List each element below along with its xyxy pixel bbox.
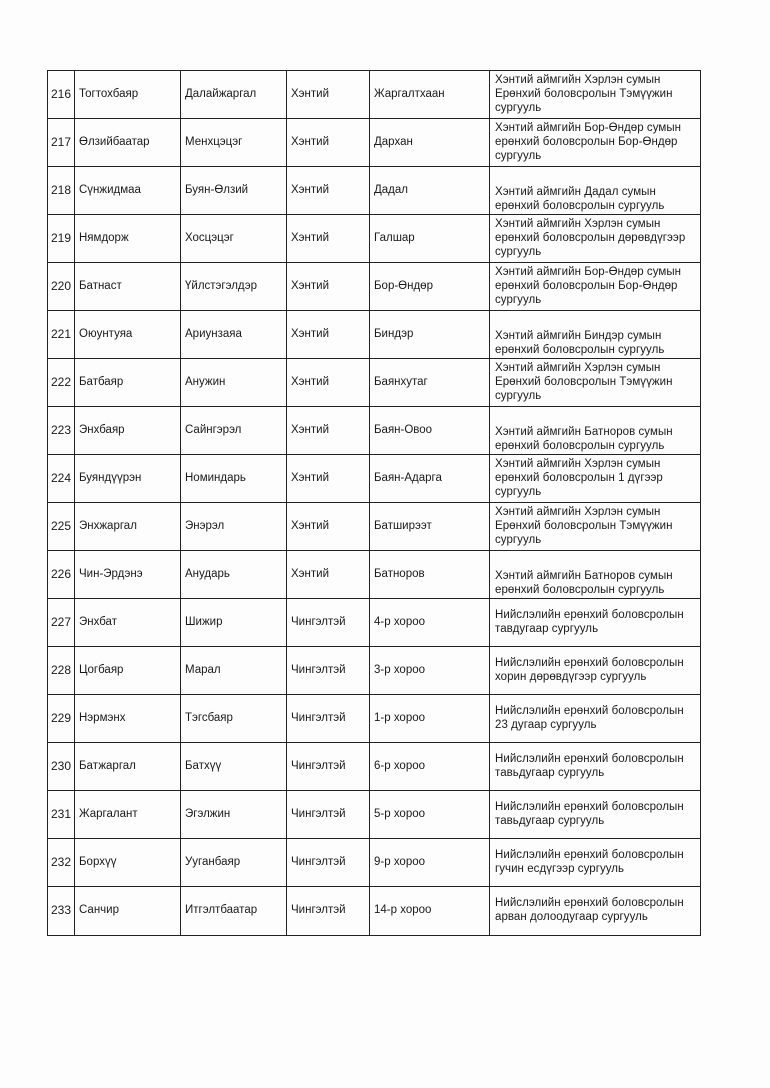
school-name: Хэнтий аймгийн Дадал сумын ерөнхий боловсролын сургууль xyxy=(490,167,701,215)
sum-khoroo: 14-р хороо xyxy=(370,887,490,936)
sum-khoroo: Жаргалтхаан xyxy=(370,71,490,119)
student-lastname: Өлзийбаатар xyxy=(75,119,181,167)
row-number: 216 xyxy=(48,71,75,119)
row-number: 230 xyxy=(48,743,75,791)
student-lastname: Цогбаяр xyxy=(75,647,181,695)
student-lastname: Батжаргал xyxy=(75,743,181,791)
student-firstname: Энэрэл xyxy=(181,503,287,551)
student-firstname: Ууганбаяр xyxy=(181,839,287,887)
row-number: 217 xyxy=(48,119,75,167)
aimag-district: Чингэлтэй xyxy=(287,887,370,936)
student-lastname: Энхжаргал xyxy=(75,503,181,551)
student-lastname: Энхбаяр xyxy=(75,407,181,455)
sum-khoroo: Баян-Овоо xyxy=(370,407,490,455)
sum-khoroo: 5-р хороо xyxy=(370,791,490,839)
aimag-district: Чингэлтэй xyxy=(287,791,370,839)
student-lastname: Тогтохбаяр xyxy=(75,71,181,119)
student-firstname: Далайжаргал xyxy=(181,71,287,119)
student-firstname: Тэгсбаяр xyxy=(181,695,287,743)
school-name: Хэнтий аймгийн Хэрлэн сумын ерөнхий боловсролын дөрөвдүгээр сургууль xyxy=(490,215,701,263)
school-name: Нийслэлийн ерөнхий боловсролын арван долоодугаар сургууль xyxy=(490,887,701,936)
row-number: 227 xyxy=(48,599,75,647)
table-row xyxy=(48,887,701,936)
row-number: 226 xyxy=(48,551,75,599)
aimag-district: Хэнтий xyxy=(287,551,370,599)
aimag-district: Хэнтий xyxy=(287,503,370,551)
school-name: Хэнтий аймгийн Хэрлэн сумын ерөнхий боловсролын 1 дүгээр сургууль xyxy=(490,455,701,503)
table-row xyxy=(48,215,701,263)
student-lastname: Чин-Эрдэнэ xyxy=(75,551,181,599)
student-firstname: Хосцэцэг xyxy=(181,215,287,263)
table-row xyxy=(48,695,701,743)
sum-khoroo: Дархан xyxy=(370,119,490,167)
sum-khoroo: Баян-Адарга xyxy=(370,455,490,503)
school-name: Нийслэлийн ерөнхий боловсролын тавдугаар сургууль xyxy=(490,599,701,647)
aimag-district: Чингэлтэй xyxy=(287,599,370,647)
table-row xyxy=(48,407,701,455)
sum-khoroo: Дадал xyxy=(370,167,490,215)
student-lastname: Нямдорж xyxy=(75,215,181,263)
student-firstname: Үйлстэгэлдэр xyxy=(181,263,287,311)
row-number: 219 xyxy=(48,215,75,263)
student-lastname: Санчир xyxy=(75,887,181,936)
aimag-district: Чингэлтэй xyxy=(287,839,370,887)
row-number: 224 xyxy=(48,455,75,503)
row-number: 220 xyxy=(48,263,75,311)
sum-khoroo: Биндэр xyxy=(370,311,490,359)
school-name: Нийслэлийн ерөнхий боловсролын 23 дугаар сургууль xyxy=(490,695,701,743)
student-firstname: Ариунзаяа xyxy=(181,311,287,359)
sum-khoroo: Галшар xyxy=(370,215,490,263)
student-lastname: Борхүү xyxy=(75,839,181,887)
sum-khoroo: 4-р хороо xyxy=(370,599,490,647)
school-name: Хэнтий аймгийн Бор-Өндөр сумын ерөнхий боловсролын Бор-Өндөр сургууль xyxy=(490,119,701,167)
row-number: 221 xyxy=(48,311,75,359)
aimag-district: Чингэлтэй xyxy=(287,695,370,743)
aimag-district: Хэнтий xyxy=(287,407,370,455)
table-row xyxy=(48,359,701,407)
table-row xyxy=(48,167,701,215)
row-number: 218 xyxy=(48,167,75,215)
table-row xyxy=(48,839,701,887)
table-row xyxy=(48,551,701,599)
aimag-district: Хэнтий xyxy=(287,263,370,311)
student-firstname: Менхцэцэг xyxy=(181,119,287,167)
student-lastname: Батнаст xyxy=(75,263,181,311)
sum-khoroo: 9-р хороо xyxy=(370,839,490,887)
sum-khoroo: 3-р хороо xyxy=(370,647,490,695)
aimag-district: Хэнтий xyxy=(287,311,370,359)
student-firstname: Анужин xyxy=(181,359,287,407)
sum-khoroo: Батширээт xyxy=(370,503,490,551)
sum-khoroo: Батноров xyxy=(370,551,490,599)
aimag-district: Хэнтий xyxy=(287,455,370,503)
row-number: 233 xyxy=(48,887,75,936)
student-lastname: Батбаяр xyxy=(75,359,181,407)
school-name: Хэнтий аймгийн Хэрлэн сумын Ерөнхий боловсролын Тэмүүжин сургууль xyxy=(490,359,701,407)
table-row xyxy=(48,455,701,503)
school-name: Хэнтий аймгийн Биндэр сумын ерөнхий боловсролын сургууль xyxy=(490,311,701,359)
student-lastname: Буяндүүрэн xyxy=(75,455,181,503)
school-name: Нийслэлийн ерөнхий боловсролын тавьдугаар сургууль xyxy=(490,743,701,791)
table-row xyxy=(48,263,701,311)
school-name: Хэнтий аймгийн Батноров сумын ерөнхий боловсролын сургууль xyxy=(490,407,701,455)
student-firstname: Шижир xyxy=(181,599,287,647)
table-row xyxy=(48,791,701,839)
table-row xyxy=(48,599,701,647)
table-row xyxy=(48,119,701,167)
aimag-district: Хэнтий xyxy=(287,167,370,215)
aimag-district: Хэнтий xyxy=(287,359,370,407)
sum-khoroo: 1-р хороо xyxy=(370,695,490,743)
row-number: 231 xyxy=(48,791,75,839)
student-firstname: Батхүү xyxy=(181,743,287,791)
student-firstname: Номиндарь xyxy=(181,455,287,503)
table-row xyxy=(48,503,701,551)
row-number: 225 xyxy=(48,503,75,551)
student-firstname: Итгэлтбаатар xyxy=(181,887,287,936)
row-number: 228 xyxy=(48,647,75,695)
row-number: 232 xyxy=(48,839,75,887)
row-number: 229 xyxy=(48,695,75,743)
student-firstname: Сайнгэрэл xyxy=(181,407,287,455)
sum-khoroo: Баянхутаг xyxy=(370,359,490,407)
sum-khoroo: Бор-Өндөр xyxy=(370,263,490,311)
aimag-district: Хэнтий xyxy=(287,71,370,119)
student-firstname: Эгэлжин xyxy=(181,791,287,839)
aimag-district: Чингэлтэй xyxy=(287,647,370,695)
table-row xyxy=(48,647,701,695)
table-row xyxy=(48,743,701,791)
school-name: Хэнтий аймгийн Батноров сумын ерөнхий боловсролын сургууль xyxy=(490,551,701,599)
school-name: Нийслэлийн ерөнхий боловсролын гучин есдүгээр сургууль xyxy=(490,839,701,887)
school-name: Хэнтий аймгийн Хэрлэн сумын Ерөнхий боловсролын Тэмүүжин сургууль xyxy=(490,503,701,551)
student-firstname: Марал xyxy=(181,647,287,695)
school-name: Хэнтий аймгийн Бор-Өндөр сумын ерөнхий боловсролын Бор-Өндөр сургууль xyxy=(490,263,701,311)
aimag-district: Хэнтий xyxy=(287,119,370,167)
student-lastname: Энхбат xyxy=(75,599,181,647)
student-lastname: Нэрмэнх xyxy=(75,695,181,743)
student-lastname: Оюунтуяа xyxy=(75,311,181,359)
table-row xyxy=(48,71,701,119)
row-number: 223 xyxy=(48,407,75,455)
student-firstname: Буян-Өлзий xyxy=(181,167,287,215)
sum-khoroo: 6-р хороо xyxy=(370,743,490,791)
aimag-district: Чингэлтэй xyxy=(287,743,370,791)
row-number: 222 xyxy=(48,359,75,407)
aimag-district: Хэнтий xyxy=(287,215,370,263)
school-name: Нийслэлийн ерөнхий боловсролын хорин дөрөвдүгээр сургууль xyxy=(490,647,701,695)
school-name: Хэнтий аймгийн Хэрлэн сумын Ерөнхий боловсролын Тэмүүжин сургууль xyxy=(490,71,701,119)
student-firstname: Анударь xyxy=(181,551,287,599)
school-name: Нийслэлийн ерөнхий боловсролын тавьдугаар сургууль xyxy=(490,791,701,839)
student-roster-table xyxy=(47,70,701,936)
student-lastname: Сүнжидмаа xyxy=(75,167,181,215)
student-lastname: Жаргалант xyxy=(75,791,181,839)
table-row xyxy=(48,311,701,359)
